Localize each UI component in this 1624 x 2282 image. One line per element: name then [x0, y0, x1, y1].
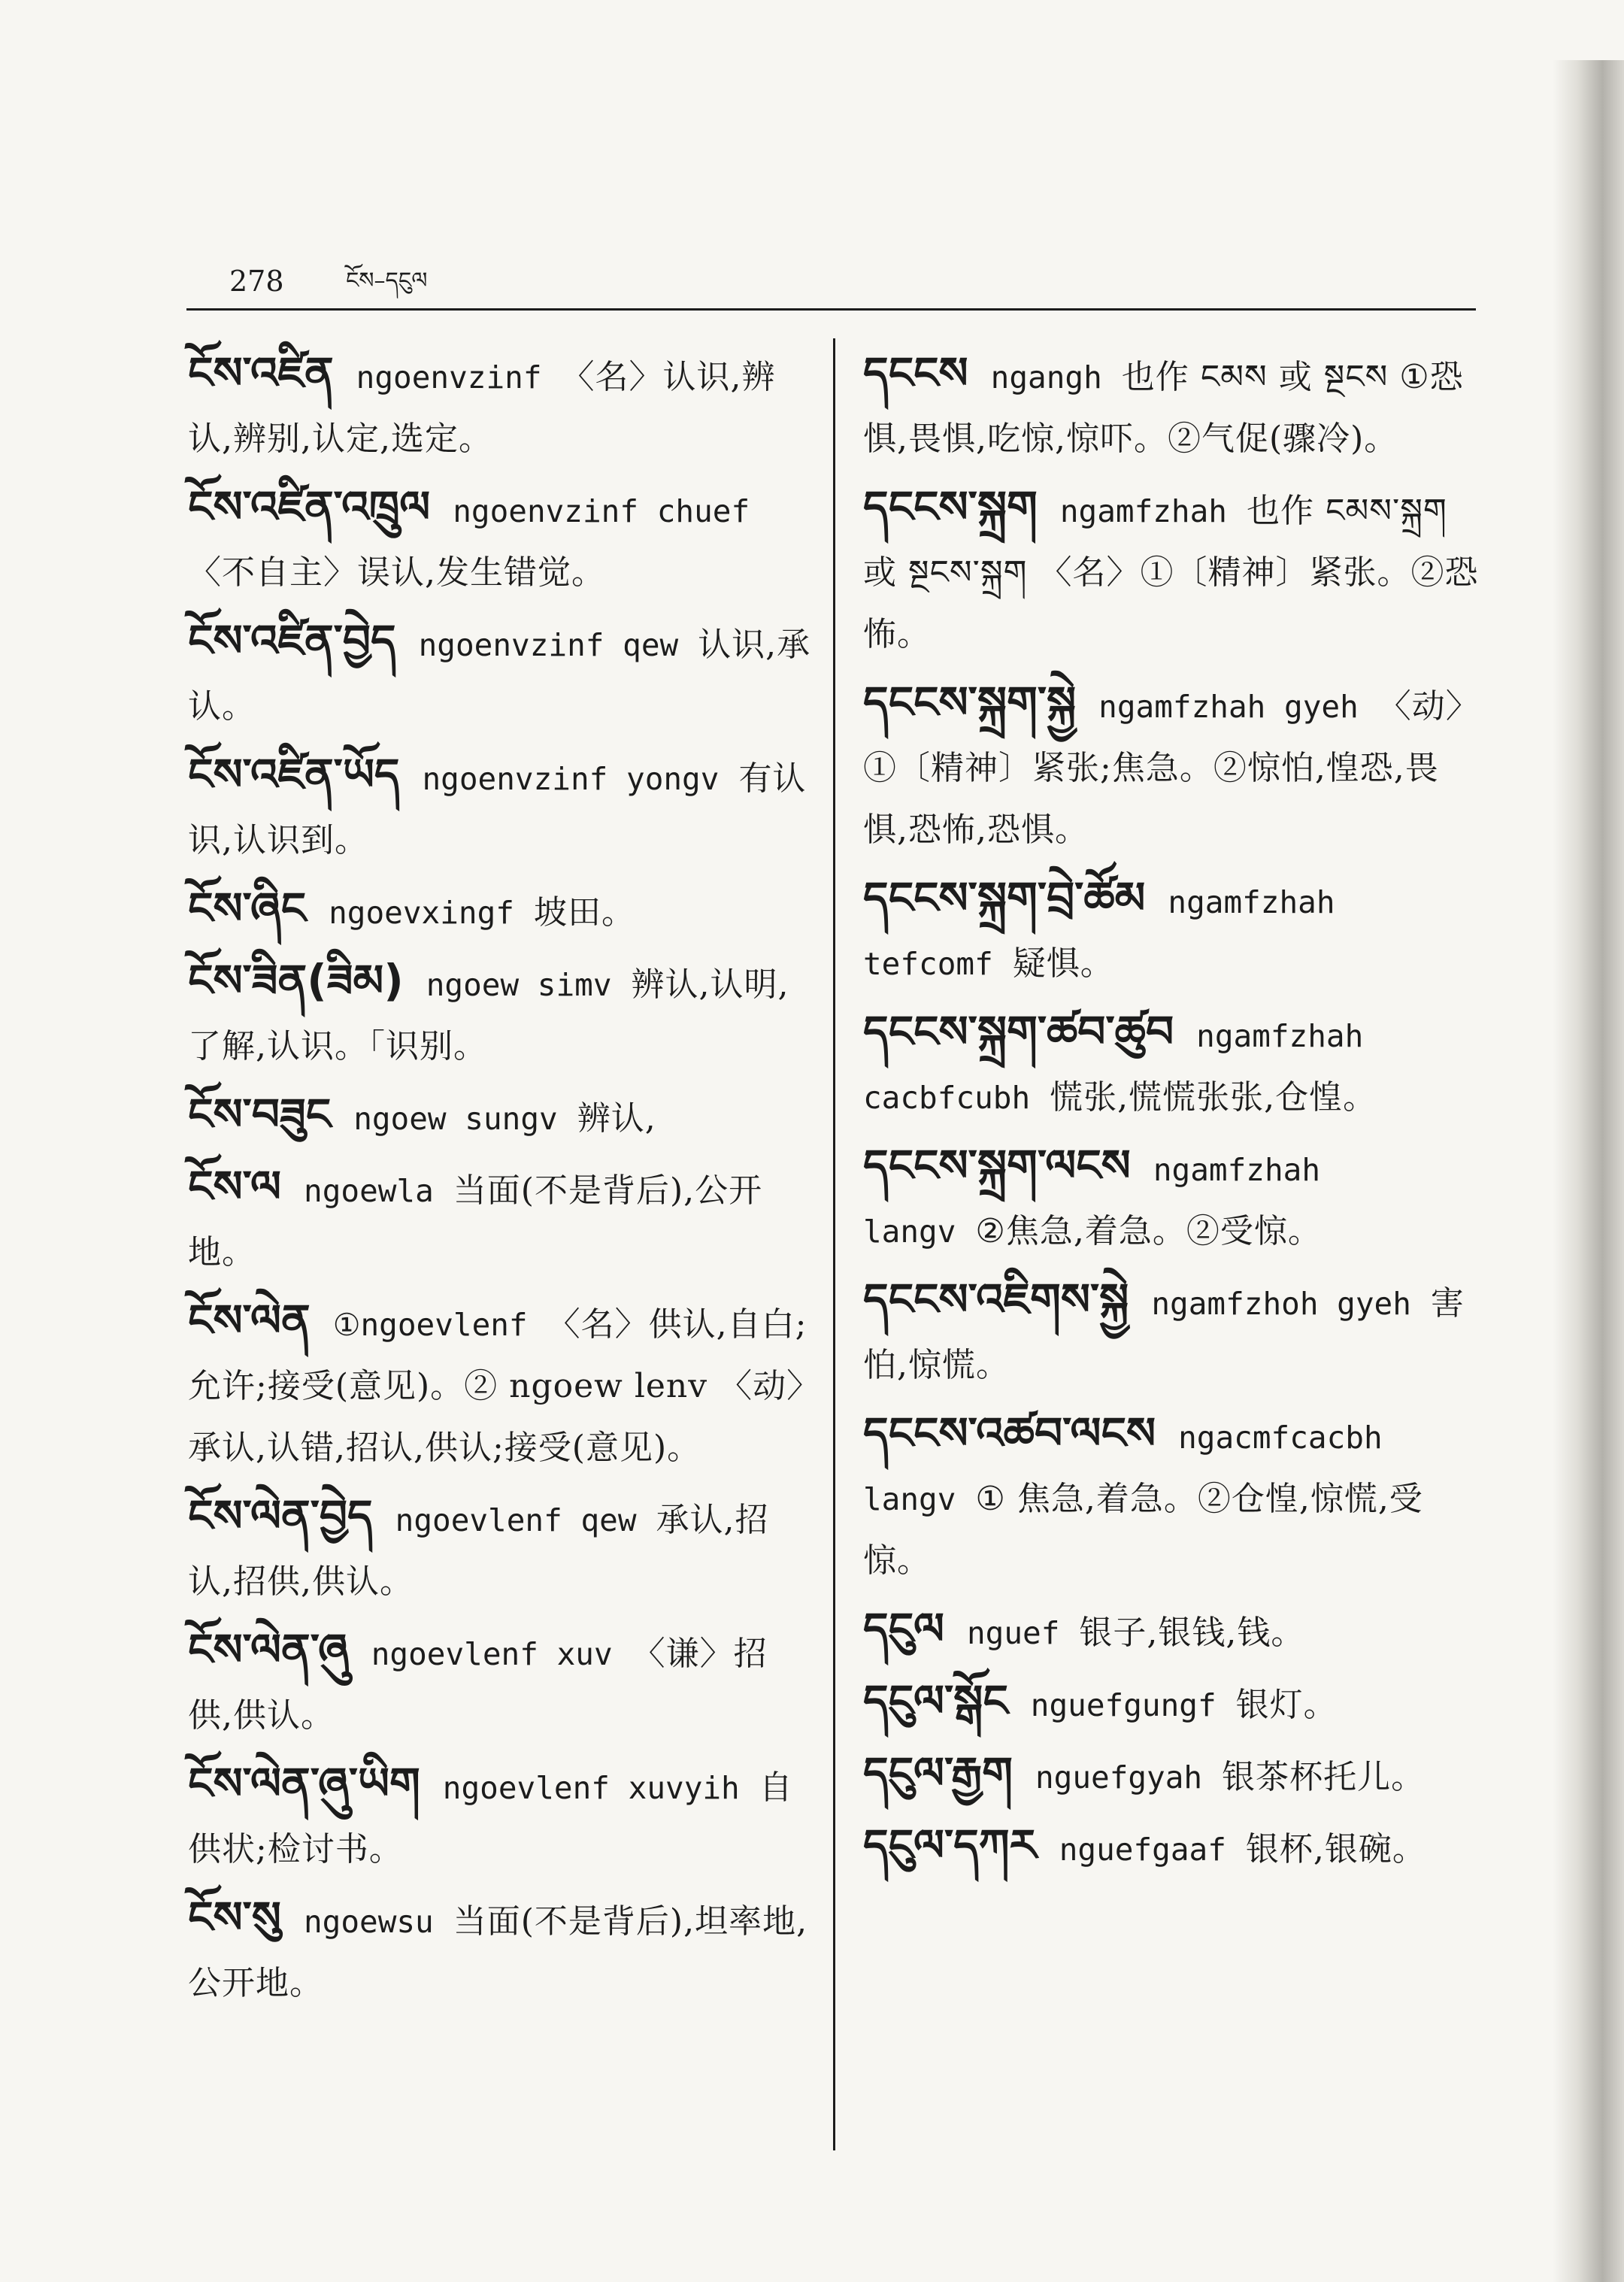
phonetic: ngangh — [990, 359, 1102, 395]
phonetic: nguefgyah — [1035, 1759, 1203, 1796]
phonetic: ①ngoevlenf — [332, 1307, 528, 1343]
headword: ངོས་སུ — [188, 1892, 281, 1943]
phonetic: ngamfzhah cacbfcubh — [863, 1018, 1364, 1116]
headword: དངུལ་རྒྱག — [863, 1747, 1013, 1799]
headword: དངངས་སྐྲག་ཚབ་ཚུབ — [863, 1006, 1174, 1057]
phonetic: ngoenvzinf chuef — [453, 493, 750, 529]
definition: 银杯,银碗。 — [1245, 1830, 1426, 1868]
definition: 自供状;检讨书。 — [188, 1768, 793, 1868]
phonetic: ngoenvzinf qew — [418, 627, 679, 663]
dictionary-entry — [863, 476, 1480, 665]
page-number: 278 — [229, 265, 284, 298]
right-column — [863, 342, 1480, 1887]
dictionary-entry — [863, 1135, 1480, 1262]
definition: 害怕,惊慌。 — [863, 1284, 1465, 1384]
phonetic: nguefgaaf — [1059, 1832, 1226, 1868]
headword: ངོས་བཟུང — [188, 1089, 332, 1140]
headword: དངངས་སྐྲག་ལངས — [863, 1140, 1131, 1191]
headword: ངོས་ལེན་བྱེད — [188, 1490, 373, 1541]
definition: 辨认, — [577, 1099, 656, 1138]
header-rule — [186, 308, 1476, 311]
definition: 〈名〉供认,自白;允许;接受(意见)。② ngoew lenv 〈动〉承认,认错,招认,供认;接受(意见)。 — [188, 1305, 807, 1467]
definition: 也作 ངམས 或 སྔངས ①恐惧,畏惧,吃惊,惊吓。②气促(骤冷)。 — [863, 358, 1464, 458]
definition: 银茶杯托儿。 — [1222, 1758, 1426, 1796]
phonetic: ngoevlenf xuv — [371, 1636, 613, 1672]
phonetic: ngoenvzinf yongv — [422, 761, 720, 797]
headword: ངོས་ཟིན(ཟིམ) — [188, 955, 404, 1006]
phonetic: nguef — [967, 1615, 1060, 1651]
dictionary-entry — [188, 1887, 812, 2014]
definition: 承认,招认,招供,供认。 — [188, 1501, 769, 1601]
headword: ངོས་ལ — [188, 1161, 282, 1212]
definition: 当面(不是背后),公开地。 — [188, 1171, 763, 1271]
phonetic: ngamfzhah — [1059, 493, 1227, 529]
dictionary-entry — [188, 1083, 812, 1150]
phonetic: ngacmfcacbh langv — [863, 1420, 1383, 1517]
headword: ངོས་འཛིན་འཁྲུལ — [188, 481, 431, 532]
definition: 坡田。 — [533, 893, 635, 932]
definition: 疑惧。 — [1012, 944, 1114, 983]
phonetic: ngoewsu — [303, 1904, 434, 1940]
definition: 银灯。 — [1235, 1686, 1338, 1724]
dictionary-entry — [863, 1670, 1480, 1736]
dictionary-entry — [188, 744, 812, 871]
headword: དངུལ — [863, 1603, 944, 1654]
definition: 〈谦〉招供,供认。 — [188, 1635, 768, 1735]
definition: 〈动〉①〔精神〕紧张;焦急。②惊怕,惶恐,畏惧,恐怖,恐惧。 — [863, 687, 1480, 849]
dictionary-entry — [863, 1001, 1480, 1129]
definition: 也作 ངམས་སྐྲག 或 སྔངས་སྐྲག 〈名〉①〔精神〕紧张。②恐怖。 — [863, 492, 1479, 653]
dictionary-entry — [188, 950, 812, 1077]
definition: ②焦急,着急。②受惊。 — [975, 1212, 1322, 1250]
left-column — [188, 342, 812, 2020]
definition: 辨认,认明,了解,认识。「识别。 — [188, 965, 789, 1065]
headword: ངོས་འཛིན་ཡོད — [188, 749, 400, 800]
definition: 慌张,慌慌张张,仓惶。 — [1050, 1078, 1377, 1117]
headword: ངོས་ཞིང — [188, 883, 307, 934]
headword: དངུལ་སྒོང — [863, 1675, 1008, 1726]
dictionary-entry — [188, 1289, 812, 1479]
headword: དངངས་སྐྲག་བྲེ་ཚོམ — [863, 872, 1146, 923]
phonetic: ngoew sungv — [353, 1101, 558, 1137]
dictionary-entry — [188, 476, 812, 604]
definition: 认识,承认。 — [188, 626, 811, 726]
definition: ① 焦急,着急。②仓惶,惊慌,受惊。 — [863, 1480, 1423, 1580]
dictionary-entry — [863, 1598, 1480, 1664]
phonetic: ngoenvzinf — [356, 359, 542, 395]
dictionary-entry — [188, 1753, 812, 1880]
phonetic: ngoewla — [304, 1173, 434, 1209]
definition: 银子,银钱,钱。 — [1079, 1614, 1305, 1652]
definition: 〈不自主〉误认,发生错觉。 — [188, 553, 605, 592]
dictionary-entry — [863, 867, 1480, 995]
headword: དངངས — [863, 347, 968, 399]
definition: 〈名〉认识,辨认,辨别,认定,选定。 — [188, 358, 776, 458]
phonetic: ngoew simv — [426, 967, 612, 1003]
running-head: ངོས–དངུལ — [346, 268, 428, 294]
dictionary-entry — [863, 671, 1480, 861]
dictionary-entry — [188, 1156, 812, 1283]
phonetic: nguefgungf — [1030, 1687, 1216, 1723]
phonetic: ngoevlenf qew — [395, 1502, 637, 1538]
definition: 有认识,认识到。 — [188, 759, 807, 859]
phonetic: ngoevxingf — [329, 895, 514, 931]
headword: དངུལ་དཀར — [863, 1820, 1037, 1871]
phonetic: ngamfzhah langv — [863, 1152, 1321, 1250]
headword: ངོས་འཛིན — [188, 347, 334, 399]
headword: དངངས་སྐྲག་སྐྱེ — [863, 677, 1077, 728]
page-edge-shadow — [1553, 60, 1624, 2282]
headword: ངོས་ལེན་ཞུ — [188, 1624, 349, 1675]
headword: དངངས་འཚབ་ལངས — [863, 1408, 1156, 1459]
dictionary-entry — [188, 1619, 812, 1747]
dictionary-entry — [863, 1814, 1480, 1880]
definition: 当面(不是背后),坦率地,公开地。 — [188, 1902, 808, 2002]
dictionary-entry — [188, 610, 812, 738]
dictionary-entry — [863, 342, 1480, 470]
dictionary-entry — [863, 1402, 1480, 1592]
phonetic: ngamfzhoh gyeh — [1151, 1286, 1411, 1322]
headword: ངོས་ལེན — [188, 1295, 311, 1346]
phonetic: ngoevlenf xuvyih — [442, 1770, 740, 1806]
phonetic: ngamfzhah tefcomf — [863, 884, 1335, 982]
dictionary-entry — [863, 1742, 1480, 1808]
headword: དངངས་འཇིགས་སྐྱེ — [863, 1274, 1129, 1325]
headword: དངངས་སྐྲག — [863, 481, 1038, 532]
dictionary-entry — [188, 342, 812, 470]
headword: ངོས་ལེན་ཞུ་ཡིག — [188, 1758, 420, 1809]
column-divider — [833, 338, 835, 2150]
headword: ངོས་འཛིན་བྱེད — [188, 615, 396, 666]
phonetic: ngamfzhah gyeh — [1098, 689, 1359, 725]
dictionary-entry — [188, 877, 812, 944]
dictionary-entry — [863, 1268, 1480, 1396]
dictionary-entry — [188, 1485, 812, 1613]
